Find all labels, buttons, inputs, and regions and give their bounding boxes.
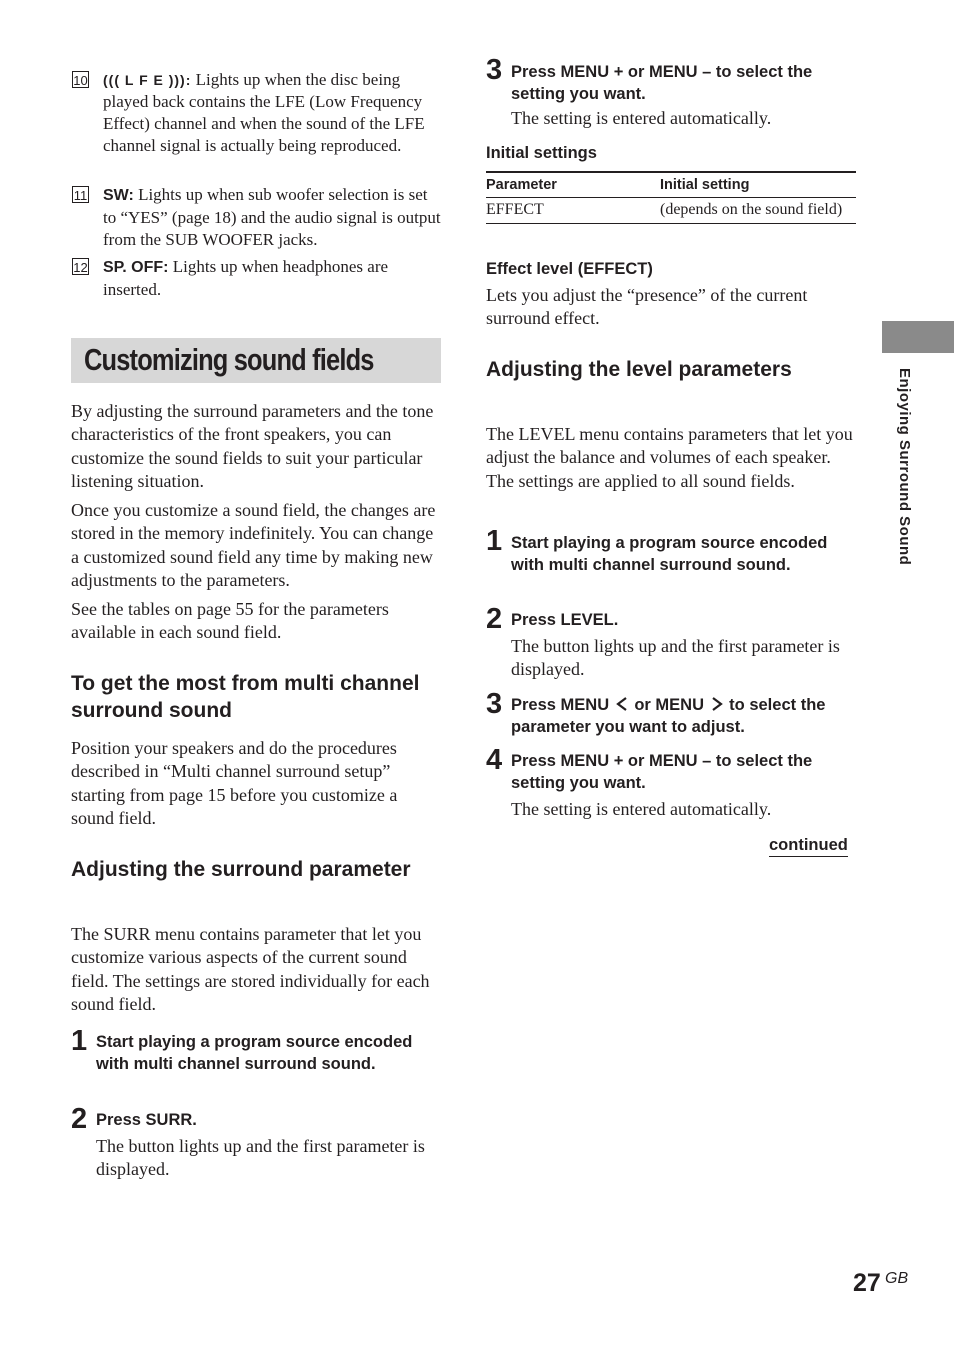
effect-level-text: Lets you adjust the “presence” of the current surround effect. [486, 285, 808, 329]
page-number-suffix: GB [885, 1270, 909, 1287]
level-text: The LEVEL menu contains parameters that let you adjust the balance and volumes of each speaker. The settings are applied to all sound fields. [486, 424, 853, 491]
level-heading: Adjusting the level parameters [486, 358, 792, 381]
step-number: 3 [486, 688, 503, 720]
chevron-left-icon [614, 696, 630, 712]
item-description: Lights up when sub woofer selection is set to “YES” (page 18) and the audio signal is output from the SUB WOOFER jacks. [103, 185, 441, 249]
section-title-bar [71, 338, 441, 383]
step-title: Press MENU + or MENU – to select the setting you want. [511, 752, 813, 792]
surround-heading: Adjusting the surround parameter [71, 858, 411, 881]
intro-paragraph: Once you customize a sound field, the changes are stored in the memory indefinitely. You can change a customized sound field any time by making new adjustments to the parameters. [71, 500, 436, 590]
step-number: 1 [486, 525, 503, 557]
indicator-item-sp-off [72, 256, 442, 301]
item-label: SW: [103, 187, 134, 204]
item-description: Lights up when the disc being played back contains the LFE (Low Frequency Effect) channel and when the sound of the LFE channel signal is actually being reproduced. [103, 70, 425, 155]
table-header-row [486, 172, 856, 198]
column-header: Parameter [486, 172, 660, 198]
step-number: 1 [71, 1025, 88, 1057]
table-row [486, 198, 856, 224]
intro-paragraph: See the tables on page 55 for the parameters available in each sound field. [71, 599, 389, 643]
step-description: The setting is entered automatically. [511, 799, 772, 819]
step-title: Press MENU + or MENU – to select the setting you want. [511, 63, 813, 103]
side-tab-marker [882, 321, 954, 353]
item-description: Lights up when headphones are inserted. [103, 257, 389, 299]
continued-label: continued [769, 836, 848, 857]
step-number: 2 [71, 1103, 88, 1135]
chevron-right-icon [709, 696, 725, 712]
initial-settings-heading: Initial settings [486, 144, 597, 162]
section-title: Customizing sound fields [84, 342, 374, 377]
indicator-item-lfe [72, 69, 442, 157]
item-number: 12 [73, 260, 88, 275]
table-cell: (depends on the sound field) [660, 198, 856, 224]
item-number: 10 [73, 73, 88, 88]
surround-text: The SURR menu contains parameter that let you customize various aspects of the current sound field. The settings are stored individually for each sound field. [71, 924, 430, 1014]
item-number: 11 [73, 188, 88, 203]
side-tab-label: Enjoying Surround Sound [896, 368, 913, 566]
step-number: 4 [486, 744, 503, 776]
indicator-item-sw [72, 184, 442, 251]
step-title: Start playing a program source encoded with multi channel surround sound. [96, 1033, 413, 1073]
multi-channel-text: Position your speakers and do the procedures described in “Multi channel surround setup” starting from page 15 before you customize a sound field. [71, 738, 398, 828]
effect-level-heading: Effect level (EFFECT) [486, 260, 653, 278]
lfe-indicator-label: ((( L F E ))): [103, 72, 192, 88]
initial-settings-table [486, 171, 856, 224]
multi-channel-heading: To get the most from multi channel surround sound [71, 672, 420, 722]
step-title-part: to select the parameter you want to adjust. [511, 696, 826, 736]
step-title-part: Press MENU [511, 696, 610, 714]
step-number: 3 [486, 54, 503, 86]
step-title: Press LEVEL. [511, 611, 619, 629]
item-label: SP. OFF: [103, 259, 169, 276]
step-title [511, 694, 856, 738]
page-number: 27 [853, 1269, 881, 1297]
step-number: 2 [486, 603, 503, 635]
step-title: Press SURR. [96, 1111, 197, 1129]
step-description: The setting is entered automatically. [511, 108, 772, 128]
step-description: The button lights up and the first parameter is displayed. [511, 636, 840, 680]
table-cell: EFFECT [486, 198, 660, 224]
intro-paragraph: By adjusting the surround parameters and the tone characteristics of the front speakers, you can customize the sound fields to suit your particular listening situation. [71, 401, 434, 491]
step-title: Start playing a program source encoded with multi channel surround sound. [511, 534, 828, 574]
step-description: The button lights up and the first parameter is displayed. [96, 1136, 425, 1180]
step-title-part: or MENU [634, 696, 704, 714]
column-header: Initial setting [660, 172, 856, 198]
